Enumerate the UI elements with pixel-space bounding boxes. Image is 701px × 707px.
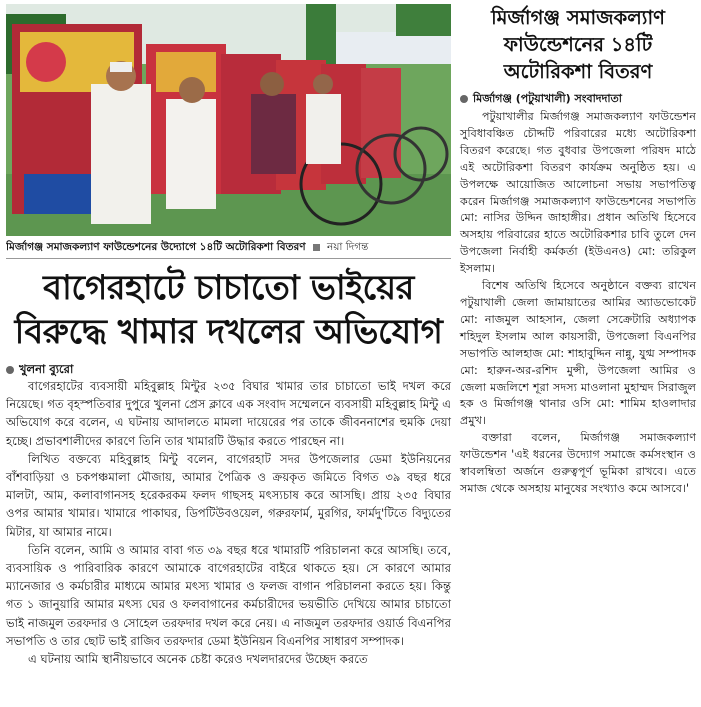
photo-caption (6, 240, 451, 254)
paragraph: পটুয়াখালীর মির্জাগঞ্জ সমাজকল্যাণ ফাউন্ডেশন সুবিধাবঞ্চিত চৌদ্দটি পরিবারের মধ্যে অটোরিকশা বিতরণ করেছে। গত বুধবার উপজেলা পরিষদ মাঠে এই অটোরিকশা বিতরণ কার্যক্রম অনুষ্ঠিত হয়। এ উপলক্ষে আয়োজিত আলোচনা সভায় সভাপতিত্ব করেন মির্জাগঞ্জ সমাজকল্যাণ ফাউন্ডেশনের সভাপতি মো: নাসির উদ্দিন জাহাঙ্গীর। প্রধান অতিথি হিসেবে অসহায় পরিবারের হাতে অটোরিকশার চাবি তুলে দেন উপজেলা নির্বাহী কর্মকর্তা (ইউএনও) মো: তরিকুল ইসলাম। (460, 110, 696, 276)
left-headline (6, 266, 451, 354)
news-photo (6, 4, 451, 236)
bullet-icon (6, 366, 14, 374)
left-byline-text: খুলনা ব্যুরো (19, 362, 74, 376)
paragraph: বক্তারা বলেন, মির্জাগঞ্জ সমাজকল্যাণ ফাউন্ডেশন 'এই ধরনের উদ্যোগ সমাজে কর্মসংস্থান ও স্বাবলম্বিতা অর্জনে গুরুত্বপূর্ণ ভূমিকা রাখবে। এতে সমাজ থেকে অসহায় মানুষের সংখ্যাও কমে আসবে।' (460, 431, 696, 495)
paragraph: এ ঘটনায় আমি স্থানীয়ভাবে অনেক চেষ্টা করেও দখলদারদের উচ্ছেদ করতে (28, 652, 368, 667)
bullet-icon (460, 95, 468, 103)
left-headline-line1: বাগেরহাটে চাচাতো ভাইয়ের (43, 268, 414, 308)
caption-text: মির্জাগঞ্জ সমাজকল্যাণ ফাউন্ডেশনের উদ্যোগে ১৪টি অটোরিকশা বিতরণ (6, 241, 306, 253)
paragraph: লিখিত বক্তব্যে মহিবুল্লাহ মিন্টু বলেন, বাগেরহাট সদর উপজেলার ডেমা ইউনিয়নের বাঁশবাড়িয়া ও চকপঞ্চমালা মৌজায়, আমার পৈত্রিক ও ক্রয়কৃত জমিতে বিগত ৩৯ বছর ধরে মালটা, আম, কলাবাগানসহ হরেকরকম ফলদ গাছসহ মৎস্যচাষ করে আসছি। প্রায় ২৩৫ বিঘার ওপর আমার খামার। খামারে পাকাঘর, ডিপটিউবওয়েল, গরুরফার্ম, মুরগির, ফার্মদু'টিতে বিদ্যুতের মিটার, যা আমার নামে। (6, 451, 451, 539)
right-byline-text: মির্জাগঞ্জ (পটুয়াখালী) সংবাদদাতা (473, 92, 622, 105)
paragraph: বিশেষ অতিথি হিসেবে অনুষ্ঠানে বক্তব্য রাখেন পটুয়াখালী জেলা জামায়াতের আমির অ্যাডভোকেট মো: নাজমুল আহসান, জেলা সেক্রেটারি অধ্যাপক শহিদুল ইসলাম আল কায়সারী, উপজেলা বিএনপির সভাপতি আলহাজ মো: শাহাবুদ্দিন নান্নু, যুগ্ম সম্পাদক মো: হারুন-অর-রশিদ মুন্সী, উপজেলা আমির ও জেলা মজলিশে শূরা সদস্য মাওলানা মুহাম্মদ সিরাজুল হক ও মির্জাগঞ্জ থানার ওসি মো: শামিম হাওলাদার প্রমুখ। (460, 279, 696, 428)
divider (6, 258, 451, 259)
paragraph: তিনি বলেন, আমি ও আমার বাবা গত ৩৯ বছর ধরে খামারটি পরিচালনা করে আসছি। তবে, ব্যবসায়িক ও পারিবারিক কারণে আমাকে বাগেরহাটের বাইরে থাকতে হয়। সে কারণে আমার ম্যানেজার ও কর্মচারীর মাধ্যমে আমার মৎস্য খামার ও ফলজ বাগান পরিচালনা করতে হয়। কিন্তু গত ১ জানুয়ারি আমার মৎস্য ঘের ও ফলবাগানের কর্মচারীদের ভয়ভীতি দেখিয়ে আমার চাচাতো ভাই নাজমুল তরফদার ও সোহেল তরফদার দখল করে নেয়। এ নাজমুল তরফদার ওয়ার্ড বিএনপির সভাপতি ও তার ছোট ভাই রাজিব তরফদার ডেমা ইউনিয়ন বিএনপির সাধারণ সম্পাদক। (6, 542, 451, 648)
right-article-body (460, 109, 696, 498)
right-headline-line3: অটোরিকশা বিতরণ (503, 60, 653, 83)
right-byline (460, 91, 696, 107)
right-column (460, 4, 696, 498)
right-headline (460, 4, 696, 85)
right-headline-line1: মির্জাগঞ্জ সমাজকল্যাণ (491, 6, 665, 29)
rickshaw-photo-illustration (6, 4, 451, 236)
square-bullet-icon (313, 244, 320, 251)
left-headline-line2: বিরুদ্ধে খামার দখলের অভিযোগ (14, 312, 443, 352)
paragraph: বাগেরহাটের ব্যবসায়ী মহিবুল্লাহ মিন্টুর ২৩৫ বিঘার খামার তার চাচাতো ভাই দখল করে নিয়েছে। গত বৃহস্পতিবার দুপুরে খুলনা প্রেস ক্লাবে এক সংবাদ সম্মেলনে ব্যবসায়ী মহিবুল্লাহ মিন্টু এ অভিযোগ করে বলেন, এ ঘটনায় আদালতে মামলা দায়েরের পর তাকে জীবননাশের হুমকি দেয়া হচ্ছে। প্রভাবশালীদের কারণে তিনি তার খামারটি উদ্ধার করতে পারছেন না। (6, 379, 451, 448)
right-headline-line2: ফাউন্ডেশনের ১৪টি (503, 33, 653, 56)
caption-source: নয়া দিগন্ত (326, 241, 369, 253)
left-article-body (6, 377, 451, 668)
